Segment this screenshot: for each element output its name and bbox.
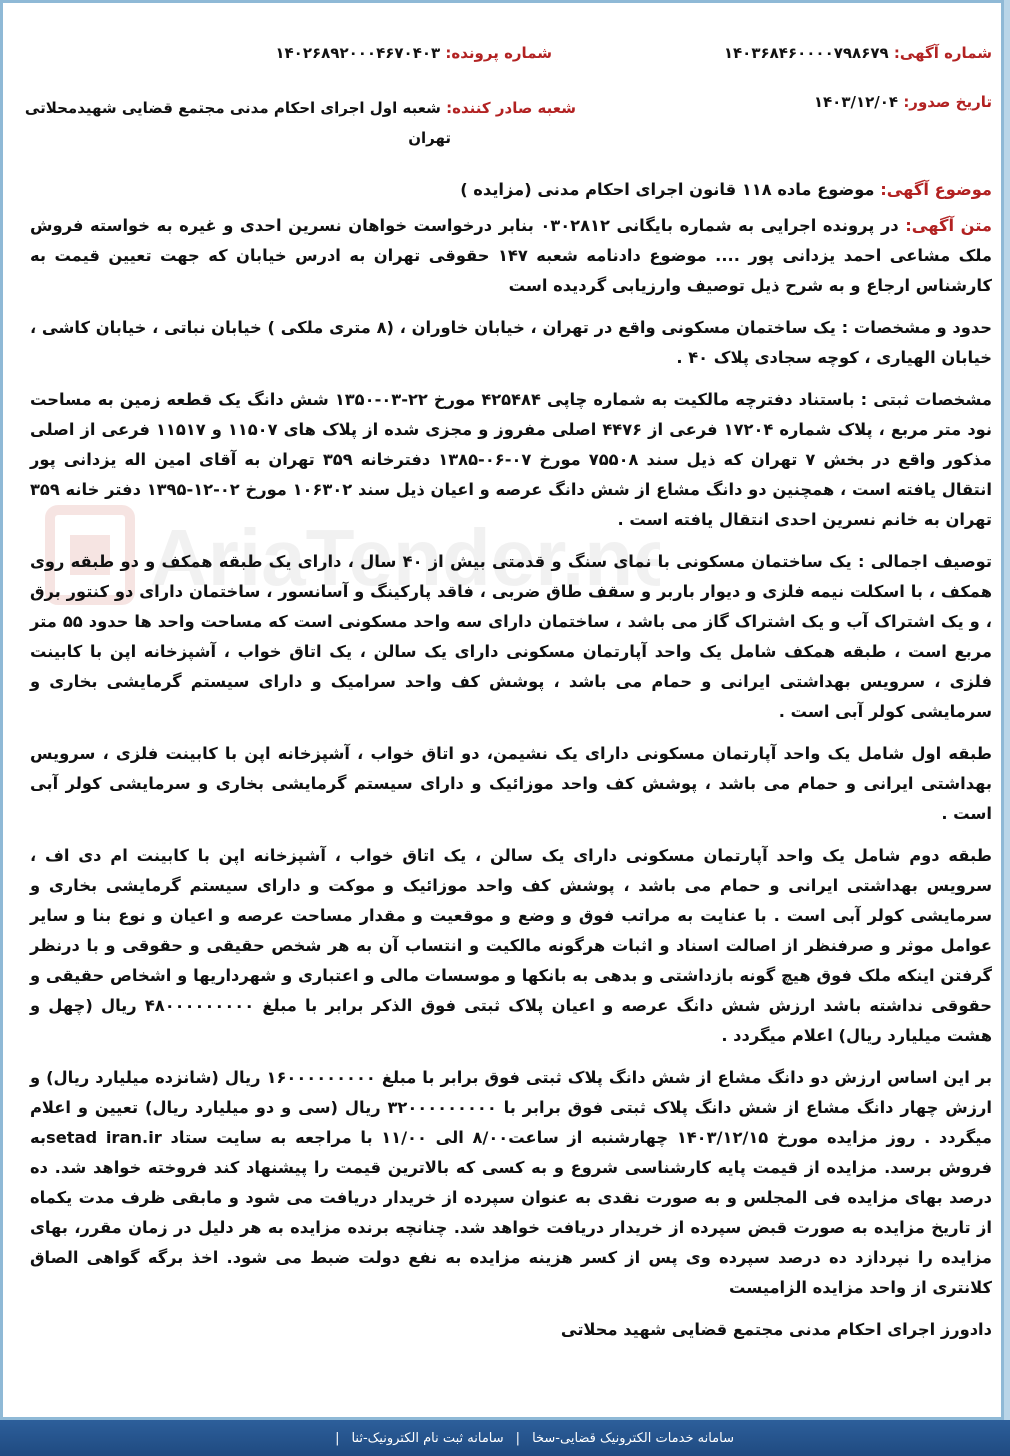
subject-text: موضوع ماده ۱۱۸ قانون اجرای احکام مدنی (مزایده ) [460,180,875,199]
issue-date-value: ۱۴۰۳/۱۲/۰۴ [813,93,899,111]
footer-separator: | [515,1430,521,1446]
case-number [275,44,552,62]
footer-link-sakha[interactable]: سامانه خدمات الکترونیک قضایی-سخا [532,1430,734,1446]
notice-body [30,175,992,1357]
body-label: متن آگهی: [905,216,993,235]
notice-number [724,44,992,62]
footer-link-sana[interactable]: سامانه ثبت نام الکترونیک-ثنا [351,1430,504,1446]
issue-date [814,93,992,111]
issue-date-label: تاریخ صدور: [903,93,992,111]
body-intro: در پرونده اجرایی به شماره بایگانی ۰۳۰۲۸۱۲ بنابر درخواست خواهان نسرین احدی و غیره به خواسته فروش ملک مشاعی احمد یزدانی پور .... موضوع دادنامه شعبه ۱۴۷ حقوقی تهران به ادرس خیابان که جهت تعیین قیمت به کارشناس ارجاع و به شرح ذیل توصیف وارزیابی گردیده است [30,216,992,295]
issuing-branch-city: تهران [408,129,451,147]
subject-label: موضوع آگهی: [880,180,992,199]
first-floor-paragraph: طبقه اول شامل یک واحد آپارتمان مسکونی دارای یک نشیمن، دو اتاق خواب ، آشپزخانه اپن با کابینت فلزی ، سرویس بهداشتی ایرانی و حمام می باشد ، پوشش کف واحد موزائیک و دارای سیستم گرمایشی بخاری و سرمایشی کولر آبی است . [30,744,992,823]
boundaries-paragraph: حدود و مشخصات : یک ساختمان مسکونی واقع در تهران ، خیابان خاوران ، (۸ متری ملکی ) خیابان نباتی ، خیابان کاشی ، خیابان الهیاری ، کوچه سجادی پلاک ۴۰ . [30,318,992,367]
signature-line: دادورز اجرای احکام مدنی مجتمع قضایی شهید محلاتی [560,1320,992,1339]
case-number-value: ۱۴۰۲۶۸۹۲۰۰۰۴۶۷۰۴۰۳ [275,44,441,62]
valuation-paragraph: بر این اساس ارزش دو دانگ مشاع از شش دانگ پلاک ثبتی فوق برابر با مبلغ ۱۶۰۰۰۰۰۰۰۰۰ ریال (شانزده میلیارد ریال) و ارزش چهار دانگ مشاع از شش دانگ پلاک ثبتی فوق برابر با ۳۲۰۰۰۰۰۰۰۰۰ ریال (سی و دو میلیارد ریال) تعیین و اعلام میگردد . روز مزایده مورخ ۱۴۰۳/۱۲/۱۵ چهارشنبه از ساعت۸/۰۰ الی ۱۱/۰۰ با مراجعه به سایت ستاد setad iran.irبه فروش برسد. مزایده از قیمت پایه کارشناسی شروع و به کسی که بالاترین قیمت را پیشنهاد کند فروخته خواهد شد. ده درصد بهای مزایده فی المجلس و به صورت نقدی به عنوان سپرده از خریدار دریافت می شود و مابقی ظرف مدت یکماه از تاریخ مزایده به صورت قبض سپرده از خریدار دریافت خواهد شد. چنانچه برنده مزایده به هر دلیل در زمان مقرر، بهای مزایده را نپردازد ده درصد سپرده وی پس از کسر هزینه مزایده به نفع دولت ضبط می شود. اخذ برگه گواهی الصاق کلانتری از واحد مزایده الزامیست [30,1068,993,1297]
subject-line [30,175,992,205]
document-frame-edge [1004,0,1010,1420]
body-intro-paragraph [30,211,992,301]
case-number-label: شماره پرونده: [445,44,552,62]
second-floor-paragraph: طبقه دوم شامل یک واحد آپارتمان مسکونی دارای یک سالن ، یک اتاق خواب ، آشپزخانه اپن با کابینت ام دی اف ، سرویس بهداشتی ایرانی و حمام می باشد ، پوشش کف واحد موزائیک و موکت و دارای سیستم گرمایشی بخاری و سرمایشی کولر آبی است . با عنایت به مراتب فوق و وضع و موقعیت و مقدار مساحت عرصه و اعیان و نوع بنا و سایر عوامل موثر و صرفنظر از اصالت اسناد و اثبات هرگونه مالکیت و انتساب آن به هر شخص حقیقی و حقوقی و با درنظر گرفتن اینکه ملک فوق هیچ گونه بازداشتی و بدهی به بانکها و موسسات مالی و اعتباری و شهرداریها و اشخاص حقیقی و حقوقی نداشته باشد ارزش شش دانگ عرصه و اعیان پلاک ثبتی فوق الذکر برابر با مبلغ ۴۸۰۰۰۰۰۰۰۰۰ ریال (چهل و هشت میلیارد ریال) اعلام میگردد . [30,846,992,1045]
summary-paragraph: توصیف اجمالی : یک ساختمان مسکونی با نمای سنگ و قدمتی بیش از ۴۰ سال ، دارای یک طبقه همکف و دو طبقه روی همکف ، با اسکلت نیمه فلزی و دیوار باربر و سقف طاق ضربی ، فاقد پارکینگ و آسانسور ، ساختمان دارای دو کنتور برق ، و یک اشتراک آب و یک اشتراک گاز می باشد ، ساختمان دارای سه واحد مسکونی است که مساحت واحد ها حدود ۵۵ متر مربع است ، طبقه همکف شامل یک واحد آپارتمان مسکونی دارای یک سالن ، یک اتاق خواب ، آشپزخانه اپن با کابینت فلزی ، سرویس بهداشتی ایرانی و حمام می باشد ، پوشش کف واحد سرامیک و دارای سیستم گرمایشی بخاری و سرمایشی کولر آبی است . [30,552,992,721]
registration-paragraph: مشخصات ثبتی : باستناد دفترچه مالکیت به شماره چاپی ۴۲۵۴۸۴ مورخ ۲۲-۰۳-۱۳۵۰ شش دانگ یک قطعه زمین به مساحت نود متر مربع ، پلاک شماره ۱۷۲۰۴ فرعی از ۴۴۷۶ اصلی مفروز و مجزی شده از پلاک های ۱۱۵۰۷ و ۱۱۵۱۷ فرعی از اصلی مذکور واقع در بخش ۷ تهران که ذیل سند ۷۵۵۰۸ مورخ ۰۷-۰۶-۱۳۸۵ دفترخانه ۳۵۹ تهران به آقای امین اله یزدانی پور انتقال یافته است ، همچنین دو دانگ مشاع از شش دانگ عرصه و اعیان ذیل سند ۱۰۶۳۰۲ مورخ ۰۲-۱۲-۱۳۹۵ دفتر خانه ۳۵۹ تهران به خانم نسرین احدی انتقال یافته است . [30,390,993,529]
issuing-branch-value: شعبه اول اجرای احکام مدنی مجتمع قضایی شهیدمحلاتی [24,99,441,117]
notice-number-value: ۱۴۰۳۶۸۴۶۰۰۰۰۷۹۸۶۷۹ [723,44,889,62]
footer-bar [0,1420,1010,1456]
notice-number-label: شماره آگهی: [893,44,992,62]
issuing-branch-label: شعبه صادر کننده: [446,99,576,117]
footer-separator-end: | [335,1430,340,1446]
issuing-branch [25,93,576,153]
